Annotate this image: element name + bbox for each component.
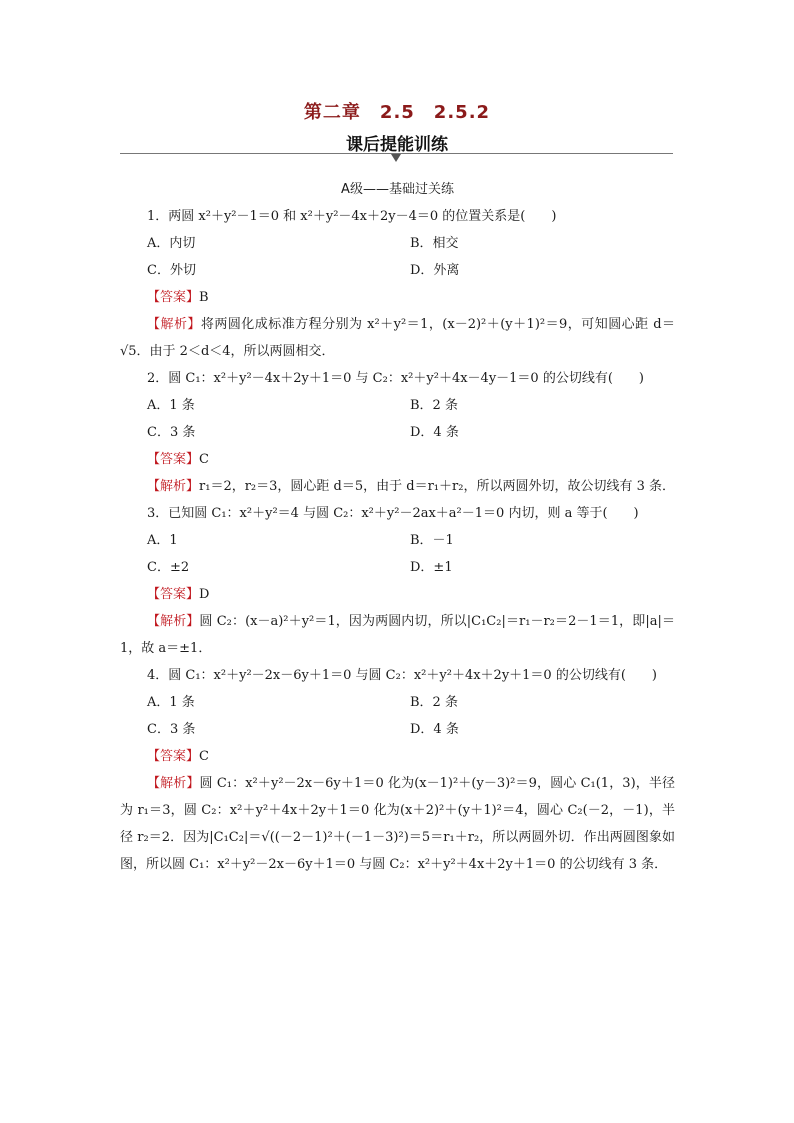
- answer-value: B: [199, 290, 209, 305]
- explanation: [120, 311, 675, 365]
- option-row: [120, 554, 675, 581]
- explanation-tag: 【解析】: [147, 776, 200, 791]
- answer-line: [120, 743, 675, 770]
- explanation: [120, 473, 675, 500]
- answer-tag: 【答案】: [147, 749, 200, 764]
- option-row: [120, 419, 675, 446]
- option-row: [120, 716, 675, 743]
- explanation-tag: 【解析】: [147, 317, 201, 332]
- option-d: D．±1: [410, 560, 453, 575]
- explanation-text: 圆 C₁：x²＋y²－2x－6y＋1＝0 化为(x－1)²＋(y－3)²＝9，圆心 C₁(1，3)，半径为 r₁＝3，圆 C₂：x²＋y²＋4x＋2y＋1＝0 化为(x＋2)²＋(y＋1)²＝4，圆心 C₂(－2，－1)，半径 r₂＝2．因为|C₁C₂|＝√((－2－1)²＋(－1－3)²)＝5＝r₁＋r₂，所以两圆外切．作出两圆图象如图，所以圆 C₁：x²＋y²－2x－6y＋1＝0 与圆 C₂：x²＋y²＋4x＋2y＋1＝0 的公切线有 3 条．: [120, 776, 675, 872]
- option-row: [120, 527, 675, 554]
- question-stem: 3．已知圆 C₁：x²＋y²＝4 与圆 C₂：x²＋y²－2ax＋a²－1＝0 内切，则 a 等于( ): [147, 506, 639, 521]
- question-stem: 1．两圆 x²＋y²－1＝0 和 x²＋y²－4x＋2y－4＝0 的位置关系是( ): [147, 209, 557, 224]
- option-b: B．相交: [410, 236, 459, 251]
- option-a: A．内切: [147, 236, 196, 251]
- answer-tag: 【答案】: [147, 587, 200, 602]
- option-c: C．3 条: [147, 425, 196, 440]
- answer-value: C: [199, 452, 209, 467]
- option-d: D．4 条: [410, 425, 459, 440]
- explanation-text: 圆 C₂：(x－a)²＋y²＝1，因为两圆内切，所以|C₁C₂|＝r₁－r₂＝2－1＝1，即|a|＝1，故 a＝±1．: [120, 614, 675, 656]
- exercise-content: [120, 176, 675, 878]
- question-stem: 2．圆 C₁：x²＋y²－4x＋2y＋1＝0 与 C₂：x²＋y²＋4x－4y－1＝0 的公切线有( ): [147, 371, 644, 386]
- answer-line: [120, 446, 675, 473]
- option-c: C．3 条: [147, 722, 196, 737]
- chapter-heading: 第二章 2.5 2.5.2: [303, 102, 491, 123]
- answer-value: D: [199, 587, 210, 602]
- answer-tag: 【答案】: [147, 290, 200, 305]
- option-d: D．外离: [410, 263, 460, 278]
- option-b: B．2 条: [410, 695, 458, 710]
- option-a: A．1: [147, 533, 178, 548]
- explanation: [120, 608, 675, 662]
- answer-tag: 【答案】: [147, 452, 200, 467]
- explanation: [120, 770, 675, 878]
- answer-line: [120, 284, 675, 311]
- option-c: C．外切: [147, 263, 196, 278]
- question-stem: 4．圆 C₁：x²＋y²－2x－6y＋1＝0 与圆 C₂：x²＋y²＋4x＋2y＋1＝0 的公切线有( ): [147, 668, 657, 683]
- explanation-text: r₁＝2，r₂＝3，圆心距 d＝5，由于 d＝r₁＋r₂，所以两圆外切，故公切线有 3 条．: [199, 479, 675, 494]
- option-a: A．1 条: [147, 398, 195, 413]
- option-row: [120, 689, 675, 716]
- answer-line: [120, 581, 675, 608]
- option-row: [120, 257, 675, 284]
- explanation-text: 将两圆化成标准方程分别为 x²＋y²＝1，(x－2)²＋(y＋1)²＝9，可知圆心距 d＝√5．由于 2＜d＜4，所以两圆相交．: [120, 317, 675, 359]
- section-title: 课后提能训练: [346, 135, 448, 155]
- level-label: A级——基础过关练: [341, 182, 454, 197]
- explanation-tag: 【解析】: [147, 479, 200, 494]
- explanation-tag: 【解析】: [147, 614, 200, 629]
- option-row: [120, 230, 675, 257]
- option-d: D．4 条: [410, 722, 459, 737]
- option-a: A．1 条: [147, 695, 195, 710]
- answer-value: C: [199, 749, 209, 764]
- option-c: C．±2: [147, 560, 190, 575]
- option-b: B．－1: [410, 533, 454, 548]
- option-row: [120, 392, 675, 419]
- triangle-marker-icon: [391, 154, 401, 162]
- option-b: B．2 条: [410, 398, 458, 413]
